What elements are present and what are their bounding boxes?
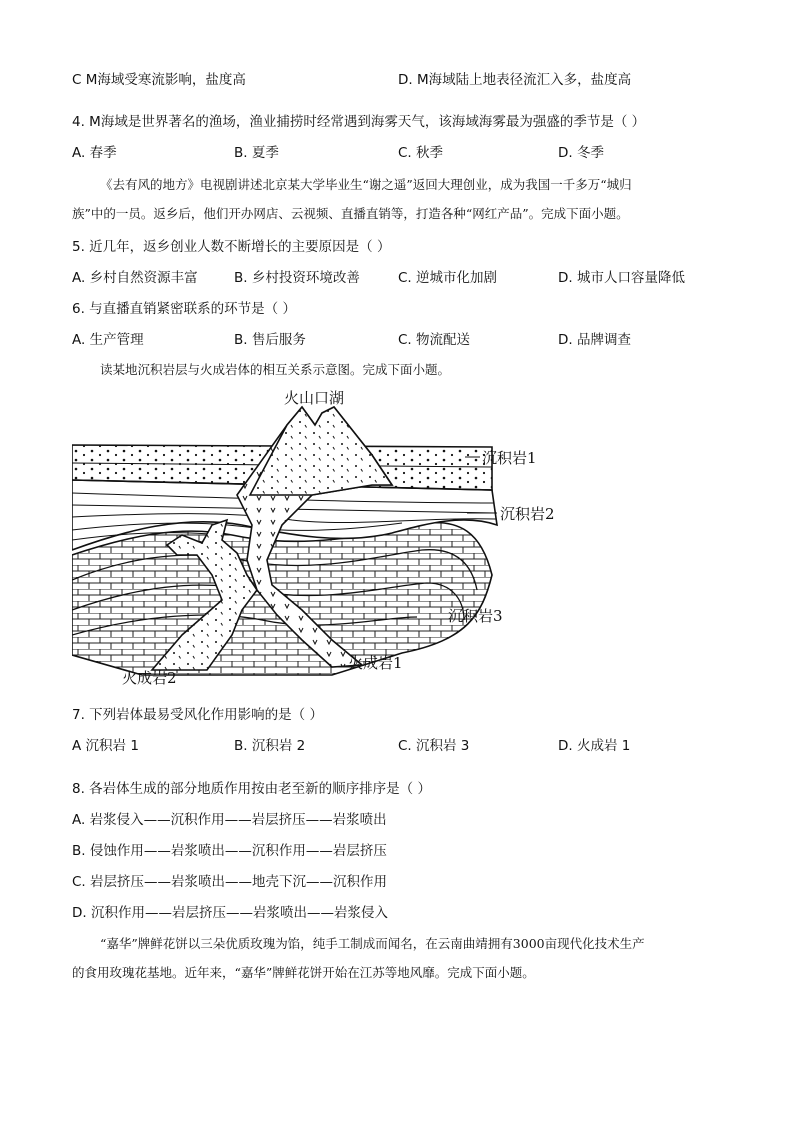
q8-option-b: B. 侵蚀作用——岩浆喷出——沉积作用——岩层挤压 <box>72 843 387 859</box>
q8-stem: 8. 各岩体生成的部分地质作用按由老至新的顺序排序是（ ） <box>72 781 431 797</box>
q4-option-c: C. 秋季 <box>398 145 444 161</box>
q3-option-d: D. M海域陆上地表径流汇入多，盐度高 <box>398 72 632 88</box>
passage3-line1: “嘉华”牌鲜花饼以三朵优质玫瑰为馅，纯手工制成而闻名，在云南曲靖拥有3000亩现代化技术生产 <box>100 936 645 951</box>
q7-option-c: C. 沉积岩 3 <box>398 738 470 754</box>
q7-option-d: D. 火成岩 1 <box>558 738 631 754</box>
q4-stem: 4. M海域是世界著名的渔场，渔业捕捞时经常遇到海雾天气，该海域海雾最为强盛的季节是（ ） <box>72 114 646 130</box>
q3-options <box>72 68 732 88</box>
q5-option-a: A. 乡村自然资源丰富 <box>72 270 198 286</box>
q6-stem: 6. 与直播直销紧密联系的环节是（ ） <box>72 301 296 317</box>
label-igneous-rock-2: 火成岩2 <box>122 669 177 687</box>
q5-option-b: B. 乡村投资环境改善 <box>234 270 360 286</box>
label-sedimentary-rock-3: 沉积岩3 <box>448 607 503 625</box>
q6-option-a: A. 生产管理 <box>72 332 144 348</box>
label-igneous-rock-1: 火成岩1 <box>348 654 403 672</box>
q7-option-b: B. 沉积岩 2 <box>234 738 306 754</box>
q8-option-c: C. 岩层挤压——岩浆喷出——地壳下沉——沉积作用 <box>72 874 388 890</box>
q7-stem: 7. 下列岩体最易受风化作用影响的是（ ） <box>72 707 323 723</box>
passage1-line1: 《去有风的地方》电视剧讲述北京某大学毕业生“谢之遥”返回大理创业，成为我国一千多万“城归 <box>100 177 632 192</box>
q4-option-d: D. 冬季 <box>558 145 604 161</box>
q3-option-c: C M海域受寒流影响，盐度高 <box>72 72 246 88</box>
q5-options <box>72 266 732 286</box>
q8-option-d: D. 沉积作用——岩层挤压——岩浆喷出——岩浆侵入 <box>72 905 388 921</box>
passage3-line2: 的食用玫瑰花基地。近年来，“嘉华”牌鲜花饼开始在江苏等地风靡。完成下面小题。 <box>72 965 535 980</box>
label-sedimentary-rock-2: 沉积岩2 <box>500 505 555 523</box>
geology-figure <box>72 385 572 690</box>
passage2: 读某地沉积岩层与火成岩体的相互关系示意图。完成下面小题。 <box>100 362 451 377</box>
q4-options <box>72 141 732 161</box>
passage1-line2: 族”中的一员。返乡后，他们开办网店、云视频、直播直销等，打造各种“网红产品”。完成下面小题。 <box>72 206 629 221</box>
q6-option-b: B. 售后服务 <box>234 332 306 348</box>
label-sedimentary-rock-1: 沉积岩1 <box>482 449 537 467</box>
q7-option-a: A 沉积岩 1 <box>72 738 139 754</box>
q6-option-d: D. 品牌调查 <box>558 332 631 348</box>
q4-option-b: B. 夏季 <box>234 145 279 161</box>
q5-option-c: C. 逆城市化加剧 <box>398 270 498 286</box>
q4-option-a: A. 春季 <box>72 145 117 161</box>
q6-options <box>72 328 732 348</box>
q8-option-a: A. 岩浆侵入——沉积作用——岩层挤压——岩浆喷出 <box>72 812 387 828</box>
q5-stem: 5. 近几年，返乡创业人数不断增长的主要原因是（ ） <box>72 239 391 255</box>
q5-option-d: D. 城市人口容量降低 <box>558 270 685 286</box>
q6-option-c: C. 物流配送 <box>398 332 471 348</box>
label-crater-lake: 火山口湖 <box>284 389 345 407</box>
q7-options <box>72 734 732 754</box>
